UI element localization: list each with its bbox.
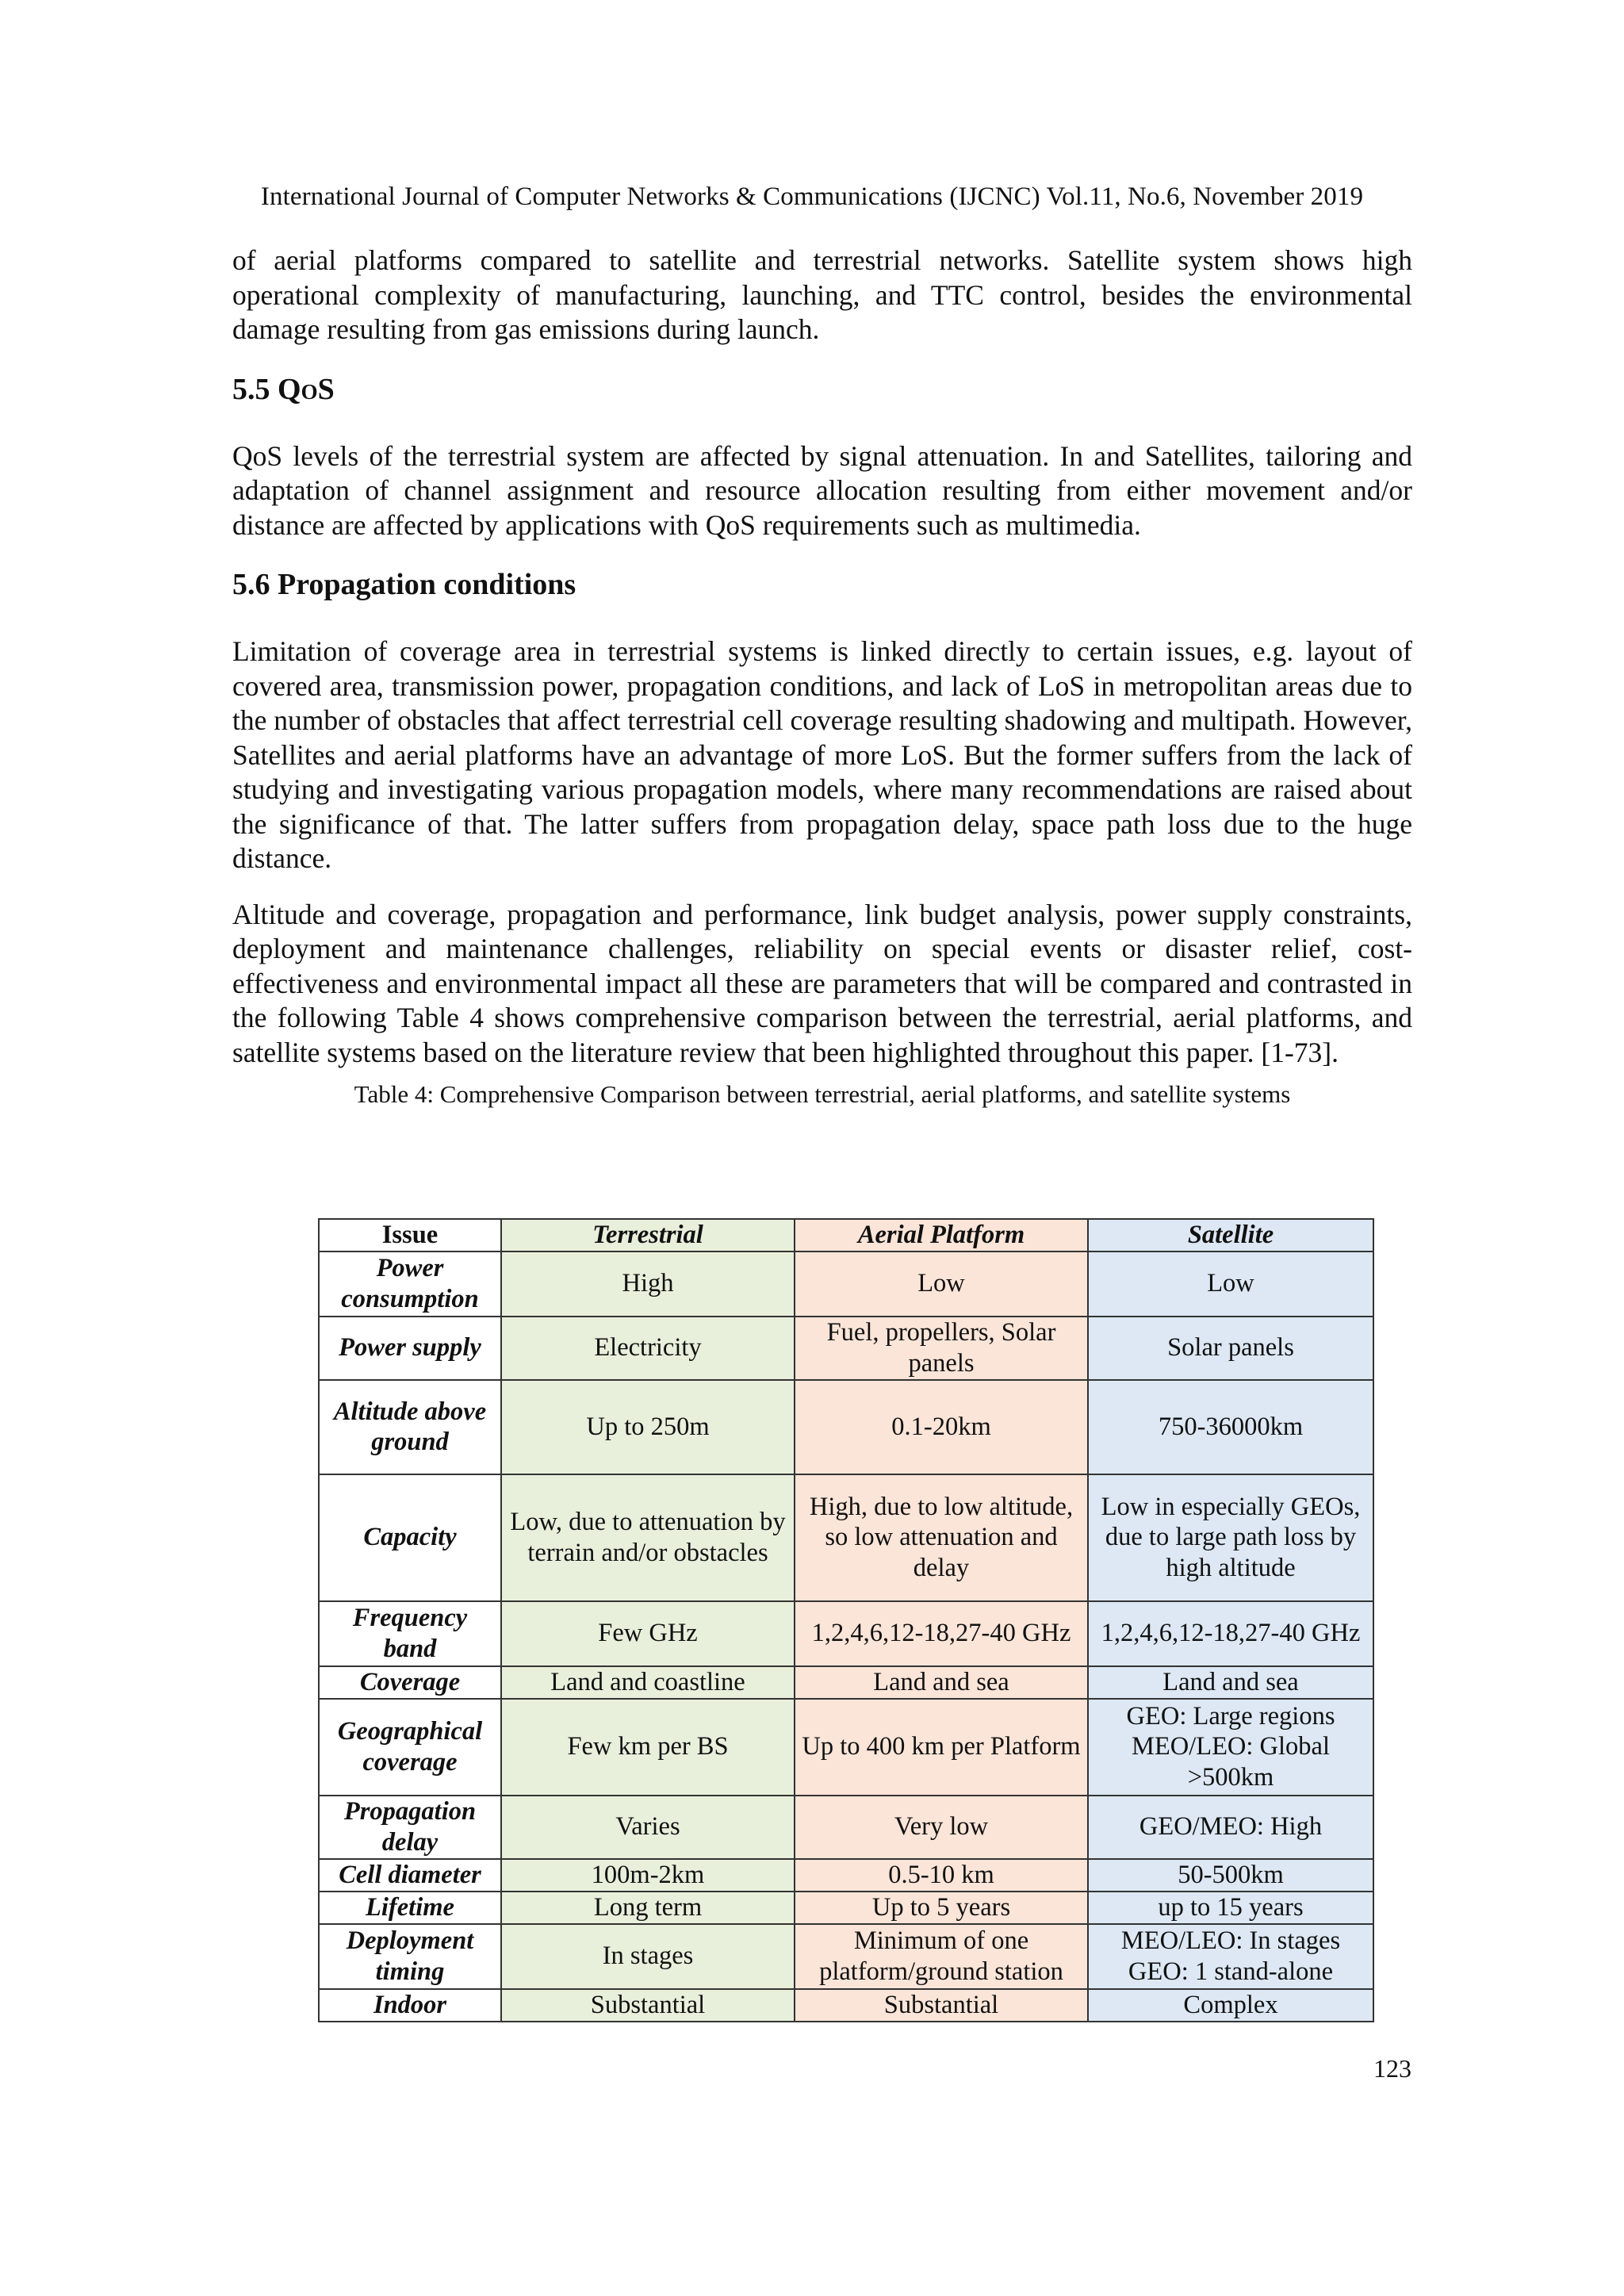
comparison-table: [318, 1218, 1374, 2022]
table-cell: Low: [1088, 1251, 1373, 1317]
table-cell: Fuel, propellers, Solar panels: [795, 1317, 1088, 1380]
section-heading-qos: [232, 371, 1412, 408]
table-cell: Few GHz: [501, 1601, 795, 1666]
table-cell: Solar panels: [1088, 1317, 1373, 1380]
table-row: [319, 1699, 1373, 1796]
table-cell-issue: Capacity: [319, 1474, 501, 1601]
intro-paragraph: of aerial platforms compared to satellite and terrestrial networks. Satellite system shows high operational complexity of manufacturing, launching, and TTC control, besides the environmental damage resulting from gas emissions during launch.: [232, 244, 1412, 345]
qos-paragraph: QoS levels of the terrestrial system are affected by signal attenuation. In and Satellites, tailoring and adaptation of channel assignment and resource allocation resulting from either movement and/or distance are affected by applications with QoS requirements such as multimedia.: [232, 439, 1412, 541]
table-cell-issue: Altitude above ground: [319, 1380, 501, 1474]
table-cell-issue: Lifetime: [319, 1892, 501, 1924]
table-cell-issue: Deployment timing: [319, 1924, 501, 1989]
table-cell: Low, due to attenuation by terrain and/or obstacles: [501, 1474, 795, 1601]
table-cell: 1,2,4,6,12-18,27-40 GHz: [1088, 1601, 1373, 1666]
table-row: [319, 1666, 1373, 1699]
table-cell: 0.1-20km: [795, 1380, 1088, 1474]
table-header-cell: Satellite: [1088, 1219, 1373, 1251]
table-header-cell: Issue: [319, 1219, 501, 1251]
table-cell: Up to 250m: [501, 1380, 795, 1474]
table-cell: Varies: [501, 1796, 795, 1859]
table-cell: MEO/LEO: In stages GEO: 1 stand-alone: [1088, 1924, 1373, 1989]
table-row: [319, 1892, 1373, 1924]
table-cell: Substantial: [795, 1989, 1088, 2022]
table-cell: Land and coastline: [501, 1666, 795, 1699]
table-cell-issue: Coverage: [319, 1666, 501, 1699]
section-heading-propagation: 5.6 Propagation conditions: [232, 568, 576, 601]
table-cell: High: [501, 1251, 795, 1317]
table-cell: 50-500km: [1088, 1859, 1373, 1892]
table-cell-issue: Frequency band: [319, 1601, 501, 1666]
table-header-cell: Terrestrial: [501, 1219, 795, 1251]
table-row: [319, 1989, 1373, 2022]
table-cell-issue: Propagation delay: [319, 1796, 501, 1859]
table-cell: 100m-2km: [501, 1859, 795, 1892]
section-heading-qos-small: o: [301, 372, 318, 406]
table-cell: Long term: [501, 1892, 795, 1924]
table-cell: Land and sea: [1088, 1666, 1373, 1699]
table-row: [319, 1317, 1373, 1380]
table-cell-issue: Power supply: [319, 1317, 501, 1380]
page-content: [232, 243, 1412, 1110]
table-caption: Table 4: Comprehensive Comparison between terrestrial, aerial platforms, and satellite systems: [354, 1080, 1291, 1108]
propagation-paragraph-2: Altitude and coverage, propagation and performance, link budget analysis, power supply constraints, deployment and maintenance challenges, reliability on special events or disaster relief, cost-effectiveness and environmental impact all these are parameters that will be compared and contrasted in the following Table 4 shows comprehensive comparison between the terrestrial, aerial platforms, and satellite systems based on the literature review that been highlighted throughout this paper. [1-73].: [232, 898, 1412, 1068]
table-cell: GEO: Large regions MEO/LEO: Global >500km: [1088, 1699, 1373, 1796]
table-row: [319, 1796, 1373, 1859]
page-number: 123: [1373, 2054, 1411, 2083]
table-cell: Few km per BS: [501, 1699, 795, 1796]
table-cell-issue: Power consumption: [319, 1251, 501, 1317]
table-cell: Land and sea: [795, 1666, 1088, 1699]
table-cell: Low: [795, 1251, 1088, 1317]
table-cell: 750-36000km: [1088, 1380, 1373, 1474]
table-cell: Substantial: [501, 1989, 795, 2022]
running-header: International Journal of Computer Networks & Communications (IJCNC) Vol.11, No.6, November 2019: [260, 182, 1364, 211]
table-cell: Low in especially GEOs, due to large path loss by high altitude: [1088, 1474, 1373, 1601]
table-row: [319, 1924, 1373, 1989]
table-header-cell: Aerial Platform: [795, 1219, 1088, 1251]
table-cell: High, due to low altitude, so low attenuation and delay: [795, 1474, 1088, 1601]
table-cell: Minimum of one platform/ground station: [795, 1924, 1088, 1989]
table-cell-issue: Cell diameter: [319, 1859, 501, 1892]
table-cell: GEO/MEO: High: [1088, 1796, 1373, 1859]
table-cell: up to 15 years: [1088, 1892, 1373, 1924]
table-cell: Up to 5 years: [795, 1892, 1088, 1924]
table-cell: Electricity: [501, 1317, 795, 1380]
section-heading-qos-number: 5.5 Q: [232, 372, 301, 406]
table-row: [319, 1601, 1373, 1666]
table-cell: 0.5-10 km: [795, 1859, 1088, 1892]
table-cell: Very low: [795, 1796, 1088, 1859]
table-cell: 1,2,4,6,12-18,27-40 GHz: [795, 1601, 1088, 1666]
table-row: [319, 1380, 1373, 1474]
table-header-row: [319, 1219, 1373, 1251]
table-row: [319, 1859, 1373, 1892]
section-heading-qos-end: S: [317, 372, 335, 406]
table-row: [319, 1251, 1373, 1317]
table-cell: Complex: [1088, 1989, 1373, 2022]
table-cell: Up to 400 km per Platform: [795, 1699, 1088, 1796]
table-cell-issue: Geographical coverage: [319, 1699, 501, 1796]
table-cell: In stages: [501, 1924, 795, 1989]
table-row: [319, 1474, 1373, 1601]
propagation-paragraph-1: Limitation of coverage area in terrestrial systems is linked directly to certain issues, e.g. layout of covered area, transmission power, propagation conditions, and lack of LoS in metropolitan areas due to the number of obstacles that affect terrestrial cell coverage resulting shadowing and multipath. However, Satellites and aerial platforms have an advantage of more LoS. But the former suffers from the lack of studying and investigating various propagation models, where many recommendations are raised about the significance of that. The latter suffers from propagation delay, space path loss due to the huge distance.: [232, 635, 1412, 874]
table-cell-issue: Indoor: [319, 1989, 501, 2022]
